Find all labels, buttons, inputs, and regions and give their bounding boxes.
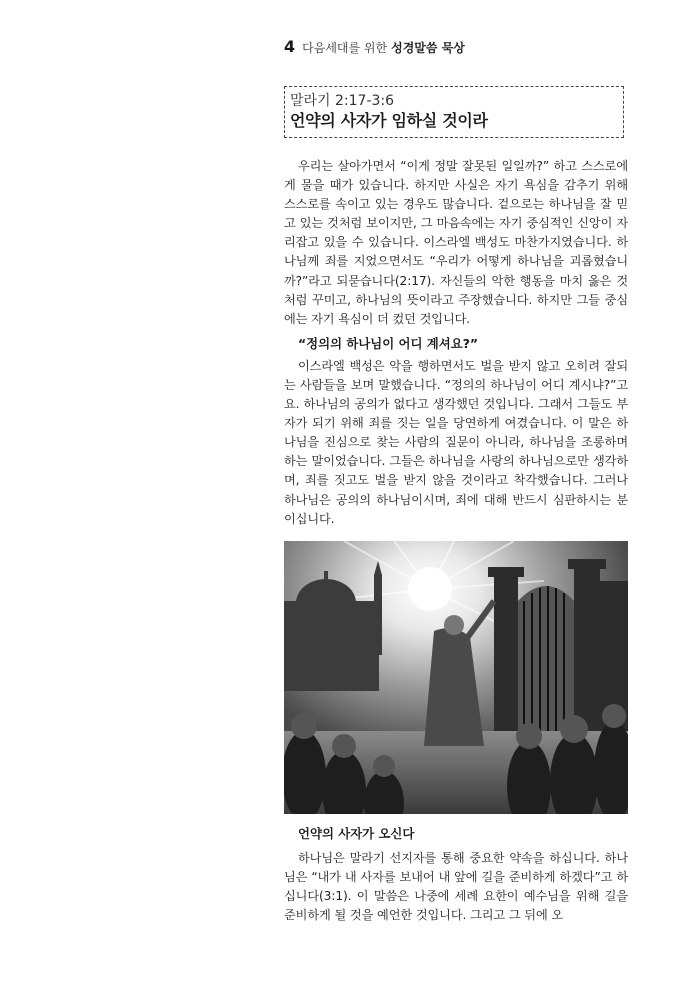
page-title: 언약의 사자가 임하실 것이라	[290, 111, 488, 130]
title-box	[284, 86, 624, 138]
illustration-graphic	[284, 541, 628, 814]
body-paragraph-2: 이스라엘 백성은 악을 행하면서도 벌을 받지 않고 오히려 잘되는 사람들을 보며 말했습니다. “정의의 하나님이 어디 계시냐?”고요. 하나님의 공의가 없다고 생각했던 것입니다. 그래서 그들도 부자가 되기 위해 죄를 짓는 일을 당연하게 여겼습니다. 이 말은 하나님을 진심으로 찾는 사람의 질문이 아니라, 하나님을 조롱하며 하는 말이었습니다. 그들은 하나님을 사랑의 하나님으로만 생각하며, 죄를 짓고도 벌을 받지 않을 것이라고 착각했습니다. 그러나 하나님은 공의의 하나님이시며, 죄에 대해 반드시 심판하시는 분이십니다.	[284, 358, 628, 526]
section-heading-2: 언약의 사자가 오신다	[298, 826, 415, 841]
article-body-bottom	[284, 824, 628, 925]
prophet-illustration	[284, 541, 628, 814]
page-number: 4	[284, 37, 296, 56]
section-heading-1: “정의의 하나님이 어디 계셔요?”	[298, 335, 479, 351]
series-title-light: 다음세대를 위한	[302, 41, 388, 55]
page-header	[284, 37, 465, 56]
series-title-bold: 성경말씀 묵상	[391, 41, 465, 55]
body-paragraph-1: 우리는 살아가면서 “이게 정말 잘못된 일일까?” 하고 스스로에게 물을 때가 있습니다. 하지만 사실은 자기 욕심을 감추기 위해 스스로를 속이고 있는 경우도 많습니다. 겉으로는 하나님을 잘 믿고 있는 것처럼 보이지만, 그 마음속에는 자기 중심적인 신앙이 자리잡고 있을 수 있습니다. 이스라엘 백성도 마찬가지였습니다. 하나님께 죄를 지었으면서도 “우리가 어떻게 하나님을 괴롭혔습니까?”라고 되묻습니다(2:17). 자신들의 악한 행동을 마치 옳은 것처럼 꾸미고, 하나님의 뜻이라고 주장했습니다. 하지만 그들 중심에는 자기 욕심이 더 컸던 것입니다.	[284, 159, 628, 326]
article-body-top	[284, 157, 628, 529]
body-paragraph-3: 하나님은 말라기 선지자를 통해 중요한 약속을 하십니다. 하나님은 “내가 내 사자를 보내어 내 앞에 길을 준비하게 하겠다”고 하십니다(3:1). 이 말씀은 나중에 세례 요한이 예수님을 위해 길을 준비하게 될 것을 예언한 것입니다. 그리고 그 뒤에 오	[284, 851, 628, 923]
scripture-reference: 말라기 2:17-3:6	[290, 93, 395, 109]
